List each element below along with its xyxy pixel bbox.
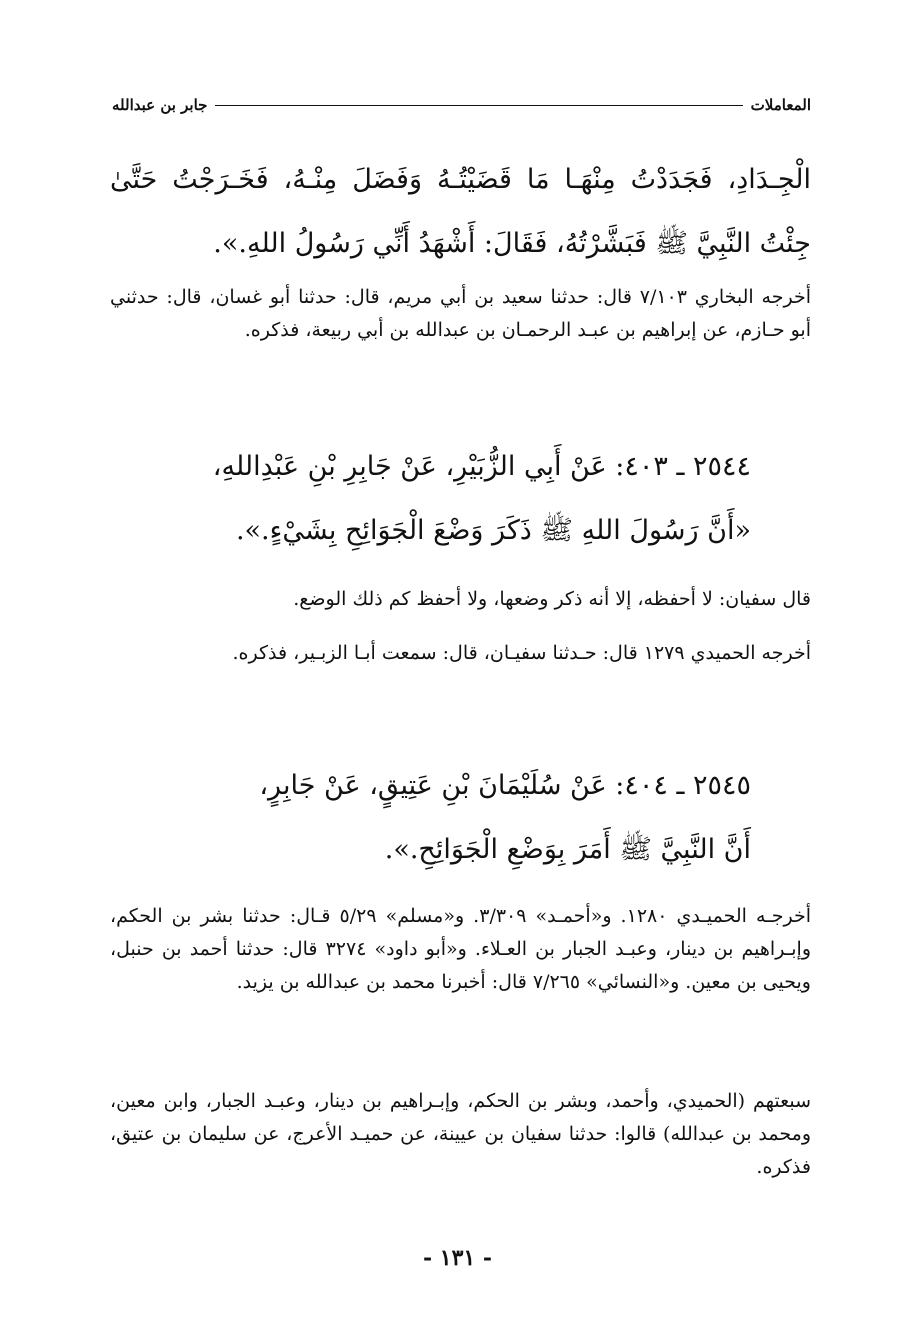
takhrij-note-2-text: أخرجه الحميدي ١٢٧٩ قال: حـدثنا سفيـان، قال: سمعت أبـا الزبـير، فذكره. <box>232 642 811 664</box>
sufyan-comment <box>110 583 811 616</box>
page-number: - ١٣١ - <box>422 1245 493 1271</box>
hadith-continuation <box>110 148 811 276</box>
header-rule <box>215 105 742 106</box>
hadith-2545 <box>110 754 811 882</box>
hadith-continuation-text: الْجِـدَادِ، فَجَدَدْتُ مِنْهَـا مَا قَضَيْتُـهُ وَفَضَلَ مِنْـهُ، فَخَـرَجْتُ حَتَّىٰ جِئْتُ النَّبِيَّ ﷺ فَبَشَّرْتُهُ، فَقَالَ: أَشْهَدُ أَنِّي رَسُولُ اللهِ.». <box>110 164 811 259</box>
hadith-2544-line-1: ٢٥٤٤ ـ ٤٠٣: عَنْ أَبِي الزُّبَيْرِ، عَنْ جَابِرِ بْنِ عَبْدِاللهِ، <box>212 451 751 482</box>
hadith-2544-line-2: «أَنَّ رَسُولَ اللهِ ﷺ ذَكَرَ وَضْعَ الْجَوَائِحِ بِشَيْءٍ.». <box>235 515 751 546</box>
header-narrator-title: جابر بن عبدالله <box>112 96 208 114</box>
takhrij-note-3 <box>110 900 811 999</box>
takhrij-note-1 <box>110 281 811 347</box>
hadith-2545-line-2: أَنَّ النَّبِيَّ ﷺ أَمَرَ بِوَضْعِ الْجَوَائِحِ.». <box>384 834 751 865</box>
takhrij-note-3-text: أخرجـه الحميـدي ١٢٨٠. و«أحمـد» ٣/٣٠٩. و«مسلم» ٥/٢٩ قـال: حدثنا بشر بن الحكم، وإبـراهيم بن دينار، وعبـد الجبار بن العـلاء. و«أبو داود» ٣٢٧٤ قال: حدثنا أحمد بن حنبل، ويحيى بن معين. و«النسائي» ٧/٢٦٥ قال: أخبرنا محمد بن عبدالله بن يزيد. <box>110 905 812 993</box>
sufyan-comment-text: قال سفيان: لا أحفظه، إلا أنه ذكر وضعها، ولا أحفظ كم ذلك الوضع. <box>293 588 811 610</box>
takhrij-note-2 <box>110 637 811 670</box>
hadith-2545-line-1: ٢٥٤٥ ـ ٤٠٤: عَنْ سُلَيْمَانَ بْنِ عَتِيقٍ، عَنْ جَابِرٍ، <box>259 770 751 801</box>
takhrij-note-4 <box>110 1085 811 1184</box>
header-section-title: المعاملات <box>750 96 811 114</box>
takhrij-note-4-text: سبعتهم (الحميدي، وأحمد، وبشر بن الحكم، وإبـراهيم بن دينار، وعبـد الجبار، وابن معين، ومحمد بن عبدالله) قالوا: حدثنا سفيان بن عيينة، عن حميـد الأعرج، عن سليمان بن عتيق، فذكره. <box>110 1090 811 1178</box>
running-header <box>112 86 811 114</box>
hadith-2544 <box>110 435 811 563</box>
takhrij-note-1-text: أخرجه البخاري ٧/١٠٣ قال: حدثنا سعيد بن أبي مريم، قال: حدثنا أبو غسان، قال: حدثني أبو حـازم، عن إبراهيم بن عبـد الرحمـان بن عبدالله بن أبي ربيعة، فذكره. <box>110 286 811 341</box>
